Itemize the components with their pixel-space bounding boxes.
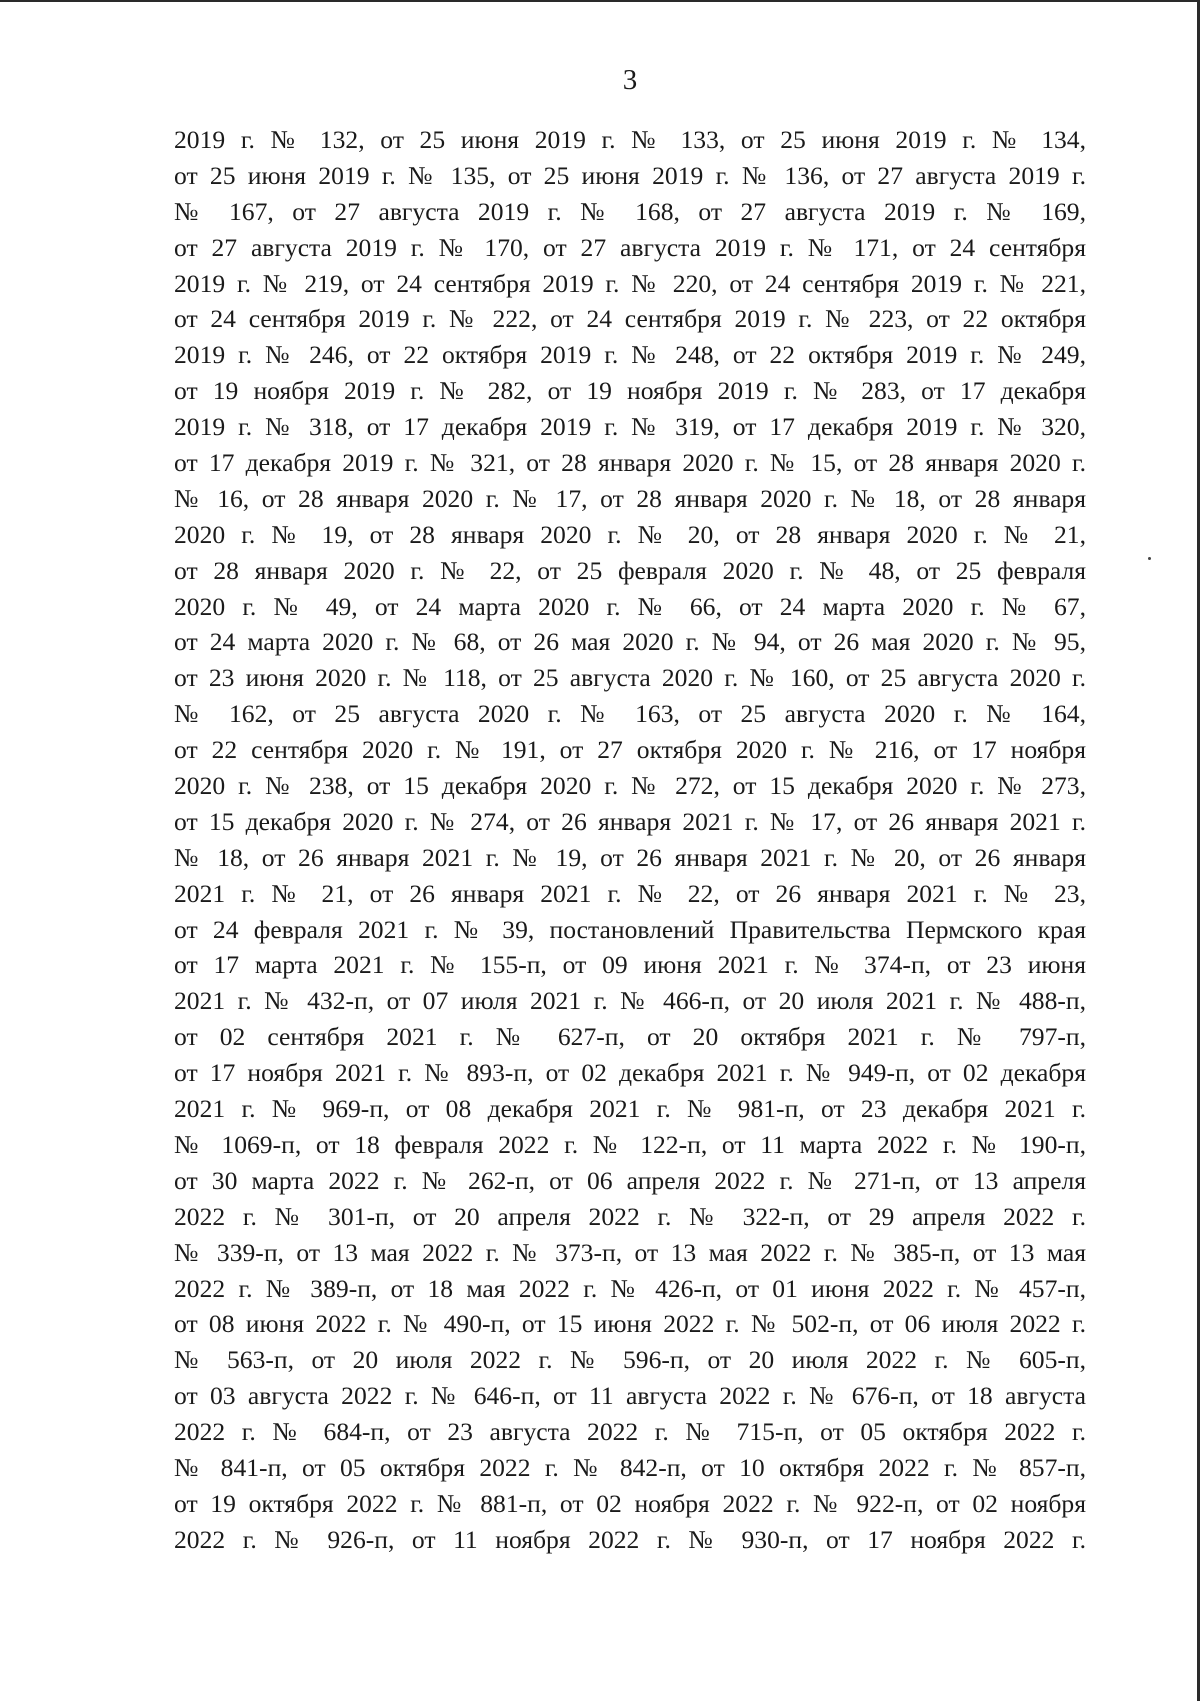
text-line: № 16, от 28 января 2020 г. № 17, от 28 января 2020 г. № 18, от 28 января	[174, 483, 1086, 513]
text-line: от 15 декабря 2020 г. № 274, от 26 января 2021 г. № 17, от 26 января 2021 г.	[174, 806, 1086, 836]
text-line: 2020 г. № 238, от 15 декабря 2020 г. № 272, от 15 декабря 2020 г. № 273,	[174, 771, 1086, 801]
body-text	[174, 122, 1086, 1558]
text-line: от 30 марта 2022 г. № 262-п, от 06 апреля 2022 г. № 271-п, от 13 апреля	[174, 1165, 1086, 1195]
text-line: 2020 г. № 49, от 24 марта 2020 г. № 66, от 24 марта 2020 г. № 67,	[174, 591, 1086, 621]
text-line: 2021 г. № 432-п, от 07 июля 2021 г. № 466-п, от 20 июля 2021 г. № 488-п,	[174, 986, 1086, 1016]
text-line: 2019 г. № 132, от 25 июня 2019 г. № 133, от 25 июня 2019 г. № 134,	[174, 125, 1086, 154]
text-line: 2021 г. № 21, от 26 января 2021 г. № 22, от 26 января 2021 г. № 23,	[174, 878, 1086, 908]
text-line: от 08 июня 2022 г. № 490-п, от 15 июня 2022 г. № 502-п, от 06 июля 2022 г.	[174, 1309, 1086, 1339]
text-line: № 167, от 27 августа 2019 г. № 168, от 27 августа 2019 г. № 169,	[174, 196, 1086, 226]
text-line: от 24 марта 2020 г. № 68, от 26 мая 2020 г. № 94, от 26 мая 2020 г. № 95,	[174, 627, 1086, 657]
page-number: 3	[622, 64, 638, 96]
text-line: № 18, от 26 января 2021 г. № 19, от 26 января 2021 г. № 20, от 26 января	[174, 842, 1086, 872]
text-line: от 17 ноября 2021 г. № 893-п, от 02 декабря 2021 г. № 949-п, от 02 декабря	[174, 1058, 1086, 1088]
text-line: от 17 марта 2021 г. № 155-п, от 09 июня 2021 г. № 374-п, от 23 июня	[174, 950, 1086, 980]
text-line: от 22 сентября 2020 г. № 191, от 27 октября 2020 г. № 216, от 17 ноября	[174, 735, 1086, 765]
text-line: 2022 г. № 301-п, от 20 апреля 2022 г. № 322-п, от 29 апреля 2022 г.	[174, 1201, 1086, 1231]
text-line: 2020 г. № 19, от 28 января 2020 г. № 20, от 28 января 2020 г. № 21,	[174, 519, 1086, 549]
text-line: от 19 октября 2022 г. № 881-п, от 02 ноября 2022 г. № 922-п, от 02 ноября	[174, 1488, 1086, 1518]
text-line: от 24 февраля 2021 г. № 39, постановлений Правительства Пермского края	[174, 914, 1086, 944]
text-line: 2022 г. № 926-п, от 11 ноября 2022 г. № 930-п, от 17 ноября 2022 г.	[174, 1524, 1086, 1554]
text-line: 2019 г. № 318, от 17 декабря 2019 г. № 319, от 17 декабря 2019 г. № 320,	[174, 412, 1086, 442]
text-line: 2019 г. № 246, от 22 октября 2019 г. № 248, от 22 октября 2019 г. № 249,	[174, 340, 1086, 370]
text-line: № 339-п, от 13 мая 2022 г. № 373-п, от 13 мая 2022 г. № 385-п, от 13 мая	[174, 1237, 1086, 1267]
text-line: № 162, от 25 августа 2020 г. № 163, от 25 августа 2020 г. № 164,	[174, 699, 1086, 729]
scan-speck	[1148, 557, 1151, 560]
text-line: от 28 января 2020 г. № 22, от 25 февраля 2020 г. № 48, от 25 февраля	[174, 555, 1086, 585]
text-line: от 27 августа 2019 г. № 170, от 27 августа 2019 г. № 171, от 24 сентября	[174, 232, 1086, 262]
text-line: 2021 г. № 969-п, от 08 декабря 2021 г. № 981-п, от 23 декабря 2021 г.	[174, 1094, 1086, 1124]
text-line: от 02 сентября 2021 г. № 627-п, от 20 октября 2021 г. № 797-п,	[174, 1022, 1086, 1052]
scan-top-edge	[0, 0, 1200, 2]
text-line: от 23 июня 2020 г. № 118, от 25 августа 2020 г. № 160, от 25 августа 2020 г.	[174, 663, 1086, 693]
text-line: № 1069-п, от 18 февраля 2022 г. № 122-п, от 11 марта 2022 г. № 190-п,	[174, 1129, 1086, 1159]
text-line: от 19 ноября 2019 г. № 282, от 19 ноября 2019 г. № 283, от 17 декабря	[174, 376, 1086, 406]
text-line: от 25 июня 2019 г. № 135, от 25 июня 2019 г. № 136, от 27 августа 2019 г.	[174, 160, 1086, 190]
text-line: 2019 г. № 219, от 24 сентября 2019 г. № 220, от 24 сентября 2019 г. № 221,	[174, 268, 1086, 298]
text-line: от 03 августа 2022 г. № 646-п, от 11 августа 2022 г. № 676-п, от 18 августа	[174, 1381, 1086, 1411]
text-line: № 563-п, от 20 июля 2022 г. № 596-п, от 20 июля 2022 г. № 605-п,	[174, 1345, 1086, 1375]
text-line: 2022 г. № 684-п, от 23 августа 2022 г. № 715-п, от 05 октября 2022 г.	[174, 1417, 1086, 1447]
text-line: 2022 г. № 389-п, от 18 мая 2022 г. № 426-п, от 01 июня 2022 г. № 457-п,	[174, 1273, 1086, 1303]
text-line: № 841-п, от 05 октября 2022 г. № 842-п, от 10 октября 2022 г. № 857-п,	[174, 1452, 1086, 1482]
text-line: от 17 декабря 2019 г. № 321, от 28 января 2020 г. № 15, от 28 января 2020 г.	[174, 448, 1086, 478]
text-line: от 24 сентября 2019 г. № 222, от 24 сентября 2019 г. № 223, от 22 октября	[174, 304, 1086, 334]
